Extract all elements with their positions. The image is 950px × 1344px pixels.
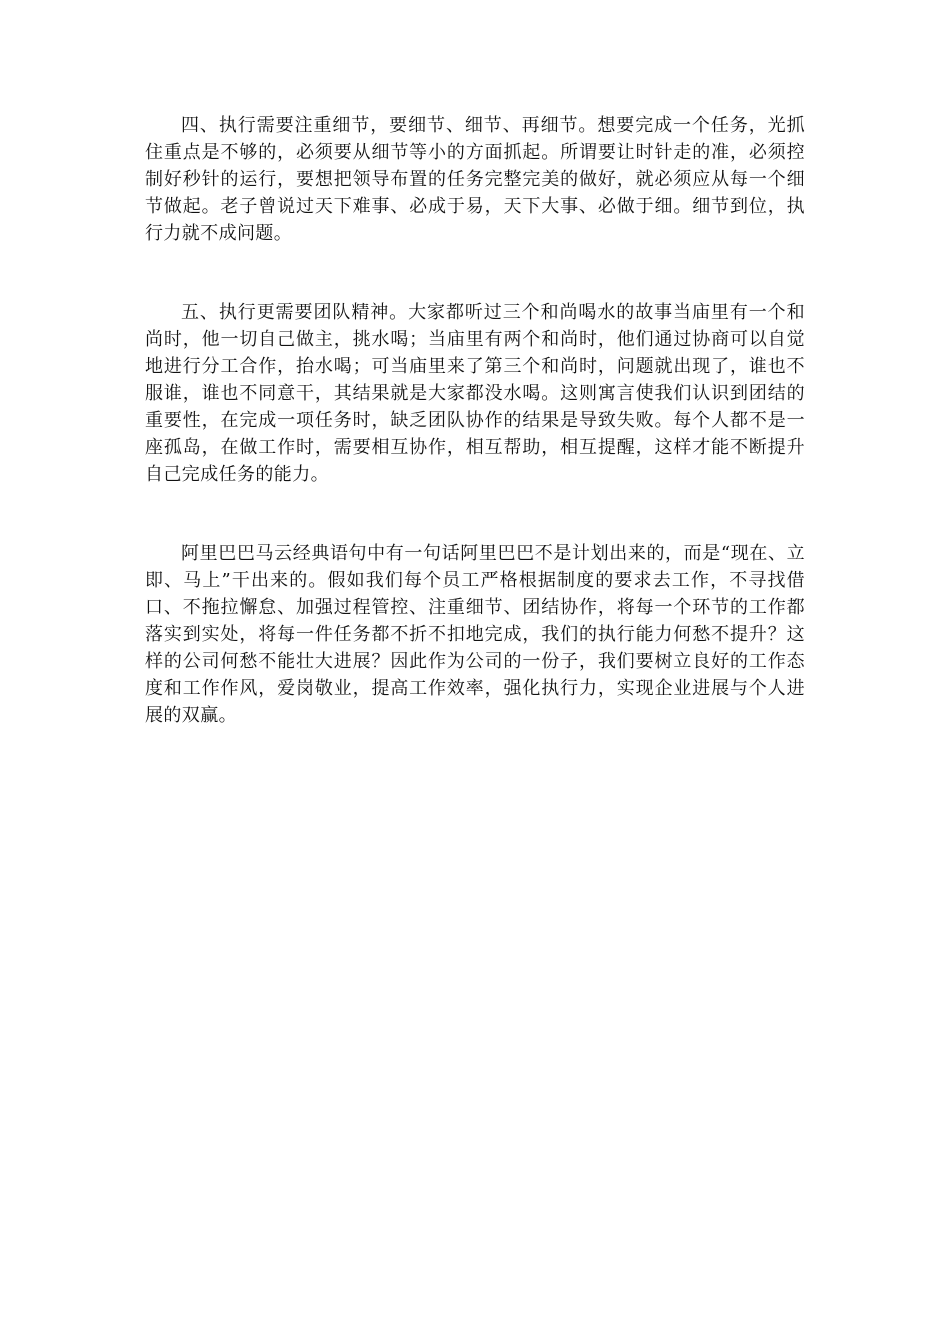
paragraph-conclusion: 阿里巴巴马云经典语句中有一句话阿里巴巴不是计划出来的，而是“现在、立即、马上”干出来的。假如我们每个员工严格根据制度的要求去工作，不寻找借口、不拖拉懈怠、加强过程管控、注重细节、团结协作，将每一个环节的工作都落实到实处，将每一件任务都不折不扣地完成，我们的执行能力何愁不提升？这样的公司何愁不能壮大进展？因此作为公司的一份子，我们要树立良好的工作态度和工作作风，爱岗敬业，提高工作效率，强化执行力，实现企业进展与个人进展的双赢。 [145, 543, 805, 726]
document-body [145, 112, 805, 729]
paragraph-attention-to-detail: 四、执行需要注重细节，要细节、细节、再细节。想要完成一个任务，光抓住重点是不够的，必须要从细节等小的方面抓起。所谓要让时针走的准，必须控制好秒针的运行，要想把领导布置的任务完整完美的做好，就必须应从每一个细节做起。老子曾说过天下难事、必成于易，天下大事、必做于细。细节到位，执行力就不成问题。 [145, 115, 805, 244]
paragraph-team-spirit: 五、执行更需要团队精神。大家都听过三个和尚喝水的故事当庙里有一个和尚时，他一切自己做主，挑水喝；当庙里有两个和尚时，他们通过协商可以自觉地进行分工合作，抬水喝；可当庙里来了第三个和尚时，问题就出现了，谁也不服谁，谁也不同意干，其结果就是大家都没水喝。这则寓言使我们认识到团结的重要性，在完成一项任务时，缺乏团队协作的结果是导致失败。每个人都不是一座孤岛，在做工作时，需要相互协作，相互帮助，相互提醒，这样才能不断提升自己完成任务的能力。 [145, 302, 805, 485]
